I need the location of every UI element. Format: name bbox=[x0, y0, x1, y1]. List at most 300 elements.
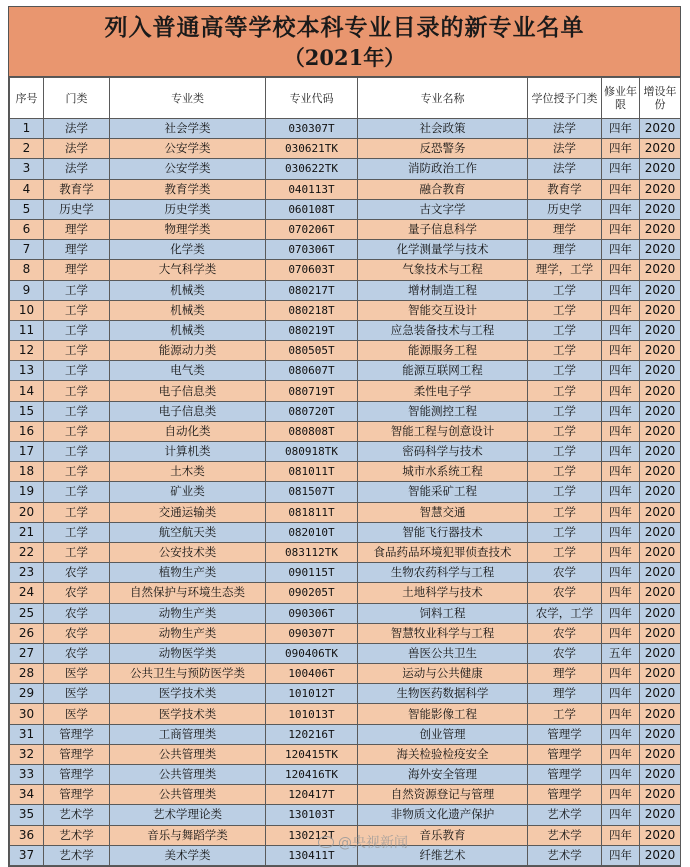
table-row bbox=[10, 623, 681, 643]
cell-class: 机械类 bbox=[110, 280, 266, 300]
cell-seq: 31 bbox=[10, 724, 44, 744]
cell-code: 130103T bbox=[266, 805, 358, 825]
cell-name: 柔性电子学 bbox=[358, 381, 528, 401]
cell-code: 080719T bbox=[266, 381, 358, 401]
cell-years: 四年 bbox=[602, 442, 640, 462]
cell-code: 040113T bbox=[266, 179, 358, 199]
cell-name: 食品药品环境犯罪侦查技术 bbox=[358, 542, 528, 562]
cell-name: 兽医公共卫生 bbox=[358, 643, 528, 663]
cell-name: 智能飞行器技术 bbox=[358, 522, 528, 542]
cell-name: 自然资源登记与管理 bbox=[358, 785, 528, 805]
cell-category: 医学 bbox=[44, 704, 110, 724]
cell-years: 四年 bbox=[602, 240, 640, 260]
cell-class: 公共卫生与预防医学类 bbox=[110, 664, 266, 684]
cell-code: 090406TK bbox=[266, 643, 358, 663]
header-degree: 学位授予门类 bbox=[528, 78, 602, 119]
cell-code: 090307T bbox=[266, 623, 358, 643]
cell-name: 运动与公共健康 bbox=[358, 664, 528, 684]
cell-class: 电气类 bbox=[110, 361, 266, 381]
cell-added: 2020 bbox=[640, 825, 681, 845]
cell-category: 医学 bbox=[44, 664, 110, 684]
cell-name: 增材制造工程 bbox=[358, 280, 528, 300]
cell-class: 公安技术类 bbox=[110, 542, 266, 562]
cell-name: 非物质文化遗产保护 bbox=[358, 805, 528, 825]
cell-category: 法学 bbox=[44, 159, 110, 179]
cell-years: 四年 bbox=[602, 260, 640, 280]
cell-seq: 32 bbox=[10, 744, 44, 764]
cell-added: 2020 bbox=[640, 744, 681, 764]
cell-name: 音乐教育 bbox=[358, 825, 528, 845]
cell-name: 海外安全管理 bbox=[358, 765, 528, 785]
cell-class: 教育学类 bbox=[110, 179, 266, 199]
cell-category: 工学 bbox=[44, 522, 110, 542]
cell-years: 四年 bbox=[602, 563, 640, 583]
cell-name: 化学测量学与技术 bbox=[358, 240, 528, 260]
cell-added: 2020 bbox=[640, 643, 681, 663]
cell-years: 四年 bbox=[602, 119, 640, 139]
cell-code: 100406T bbox=[266, 664, 358, 684]
cell-added: 2020 bbox=[640, 240, 681, 260]
cell-degree: 工学 bbox=[528, 361, 602, 381]
cell-degree: 法学 bbox=[528, 119, 602, 139]
cell-code: 120216T bbox=[266, 724, 358, 744]
header-code: 专业代码 bbox=[266, 78, 358, 119]
table-row bbox=[10, 119, 681, 139]
cell-category: 法学 bbox=[44, 119, 110, 139]
cell-name: 生物农药科学与工程 bbox=[358, 563, 528, 583]
table-row bbox=[10, 361, 681, 381]
cell-seq: 19 bbox=[10, 482, 44, 502]
table-row bbox=[10, 462, 681, 482]
cell-code: 101012T bbox=[266, 684, 358, 704]
cell-added: 2020 bbox=[640, 684, 681, 704]
cell-category: 工学 bbox=[44, 300, 110, 320]
cell-added: 2020 bbox=[640, 421, 681, 441]
cell-name: 密码科学与技术 bbox=[358, 442, 528, 462]
cell-degree: 管理学 bbox=[528, 785, 602, 805]
table-row bbox=[10, 139, 681, 159]
cell-added: 2020 bbox=[640, 401, 681, 421]
cell-name: 气象技术与工程 bbox=[358, 260, 528, 280]
cell-seq: 24 bbox=[10, 583, 44, 603]
cell-code: 080218T bbox=[266, 300, 358, 320]
cell-code: 083112TK bbox=[266, 542, 358, 562]
table-row bbox=[10, 704, 681, 724]
cell-category: 农学 bbox=[44, 603, 110, 623]
cell-seq: 37 bbox=[10, 845, 44, 865]
table-row bbox=[10, 643, 681, 663]
cell-degree: 工学 bbox=[528, 401, 602, 421]
cell-class: 公安学类 bbox=[110, 139, 266, 159]
cell-seq: 13 bbox=[10, 361, 44, 381]
cell-added: 2020 bbox=[640, 199, 681, 219]
cell-name: 量子信息科学 bbox=[358, 219, 528, 239]
cell-seq: 10 bbox=[10, 300, 44, 320]
cell-seq: 30 bbox=[10, 704, 44, 724]
cell-seq: 18 bbox=[10, 462, 44, 482]
cell-seq: 36 bbox=[10, 825, 44, 845]
watermark bbox=[318, 832, 408, 852]
cell-degree: 工学 bbox=[528, 522, 602, 542]
cell-degree: 工学 bbox=[528, 381, 602, 401]
cell-years: 四年 bbox=[602, 462, 640, 482]
cell-category: 艺术学 bbox=[44, 825, 110, 845]
cell-class: 医学技术类 bbox=[110, 704, 266, 724]
cell-degree: 工学 bbox=[528, 320, 602, 340]
cell-degree: 艺术学 bbox=[528, 805, 602, 825]
cell-years: 四年 bbox=[602, 704, 640, 724]
cell-years: 四年 bbox=[602, 765, 640, 785]
cell-name: 创业管理 bbox=[358, 724, 528, 744]
cell-name: 社会政策 bbox=[358, 119, 528, 139]
cell-seq: 29 bbox=[10, 684, 44, 704]
cell-seq: 20 bbox=[10, 502, 44, 522]
majors-table bbox=[9, 77, 681, 866]
cell-code: 130212T bbox=[266, 825, 358, 845]
table-row bbox=[10, 300, 681, 320]
title-block bbox=[9, 7, 680, 77]
cell-category: 农学 bbox=[44, 643, 110, 663]
cell-class: 动物生产类 bbox=[110, 623, 266, 643]
table-row bbox=[10, 522, 681, 542]
cell-seq: 26 bbox=[10, 623, 44, 643]
cell-years: 四年 bbox=[602, 401, 640, 421]
cell-code: 120417T bbox=[266, 785, 358, 805]
header-years: 修业年限 bbox=[602, 78, 640, 119]
cell-years: 四年 bbox=[602, 744, 640, 764]
cell-class: 工商管理类 bbox=[110, 724, 266, 744]
cell-years: 四年 bbox=[602, 825, 640, 845]
table-row bbox=[10, 159, 681, 179]
cell-code: 090115T bbox=[266, 563, 358, 583]
cell-added: 2020 bbox=[640, 219, 681, 239]
cell-category: 农学 bbox=[44, 583, 110, 603]
cell-name: 城市水系统工程 bbox=[358, 462, 528, 482]
cell-code: 120416TK bbox=[266, 765, 358, 785]
cell-years: 四年 bbox=[602, 785, 640, 805]
cell-category: 工学 bbox=[44, 502, 110, 522]
cell-degree: 工学 bbox=[528, 542, 602, 562]
cell-seq: 14 bbox=[10, 381, 44, 401]
cell-years: 四年 bbox=[602, 219, 640, 239]
cell-added: 2020 bbox=[640, 765, 681, 785]
cell-added: 2020 bbox=[640, 320, 681, 340]
table-row bbox=[10, 724, 681, 744]
cell-code: 082010T bbox=[266, 522, 358, 542]
cell-degree: 理学 bbox=[528, 240, 602, 260]
cell-category: 理学 bbox=[44, 260, 110, 280]
cell-degree: 管理学 bbox=[528, 765, 602, 785]
cell-years: 四年 bbox=[602, 542, 640, 562]
cell-class: 公安学类 bbox=[110, 159, 266, 179]
cell-added: 2020 bbox=[640, 623, 681, 643]
cell-class: 历史学类 bbox=[110, 199, 266, 219]
header-category: 门类 bbox=[44, 78, 110, 119]
cell-years: 四年 bbox=[602, 139, 640, 159]
cell-added: 2020 bbox=[640, 542, 681, 562]
cell-class: 公共管理类 bbox=[110, 744, 266, 764]
cell-category: 教育学 bbox=[44, 179, 110, 199]
cell-seq: 22 bbox=[10, 542, 44, 562]
cell-code: 080505T bbox=[266, 341, 358, 361]
cell-category: 工学 bbox=[44, 280, 110, 300]
cell-category: 理学 bbox=[44, 219, 110, 239]
cell-years: 五年 bbox=[602, 643, 640, 663]
cell-years: 四年 bbox=[602, 199, 640, 219]
cell-years: 四年 bbox=[602, 522, 640, 542]
cell-class: 公共管理类 bbox=[110, 765, 266, 785]
cell-years: 四年 bbox=[602, 361, 640, 381]
cell-name: 应急装备技术与工程 bbox=[358, 320, 528, 340]
cell-category: 管理学 bbox=[44, 765, 110, 785]
cell-added: 2020 bbox=[640, 139, 681, 159]
table-row bbox=[10, 684, 681, 704]
table-row bbox=[10, 583, 681, 603]
cell-added: 2020 bbox=[640, 462, 681, 482]
cell-category: 工学 bbox=[44, 341, 110, 361]
cell-seq: 11 bbox=[10, 320, 44, 340]
header-seq: 序号 bbox=[10, 78, 44, 119]
cell-degree: 理学，工学 bbox=[528, 260, 602, 280]
cell-category: 工学 bbox=[44, 381, 110, 401]
cell-seq: 33 bbox=[10, 765, 44, 785]
cell-name: 纤维艺术 bbox=[358, 845, 528, 865]
cell-name: 生物医药数据科学 bbox=[358, 684, 528, 704]
cell-code: 030622TK bbox=[266, 159, 358, 179]
cell-years: 四年 bbox=[602, 805, 640, 825]
cell-degree: 理学 bbox=[528, 664, 602, 684]
cell-added: 2020 bbox=[640, 260, 681, 280]
cell-name: 消防政治工作 bbox=[358, 159, 528, 179]
cell-added: 2020 bbox=[640, 381, 681, 401]
cell-category: 工学 bbox=[44, 320, 110, 340]
cell-category: 农学 bbox=[44, 563, 110, 583]
table-row bbox=[10, 240, 681, 260]
cell-years: 四年 bbox=[602, 421, 640, 441]
cell-added: 2020 bbox=[640, 845, 681, 865]
table-row bbox=[10, 785, 681, 805]
table-row bbox=[10, 482, 681, 502]
cell-degree: 农学 bbox=[528, 643, 602, 663]
cell-degree: 艺术学 bbox=[528, 825, 602, 845]
page-title: 列入普通高等学校本科专业目录的新专业名单 bbox=[104, 14, 585, 41]
major-list-sheet bbox=[8, 6, 681, 867]
cell-degree: 工学 bbox=[528, 300, 602, 320]
cell-added: 2020 bbox=[640, 563, 681, 583]
cell-years: 四年 bbox=[602, 320, 640, 340]
table-row bbox=[10, 341, 681, 361]
cell-name: 海关检验检疫安全 bbox=[358, 744, 528, 764]
table-row bbox=[10, 179, 681, 199]
cell-class: 计算机类 bbox=[110, 442, 266, 462]
cell-degree: 农学，工学 bbox=[528, 603, 602, 623]
cell-degree: 历史学 bbox=[528, 199, 602, 219]
cell-added: 2020 bbox=[640, 300, 681, 320]
cell-name: 智能工程与创意设计 bbox=[358, 421, 528, 441]
cell-code: 080720T bbox=[266, 401, 358, 421]
cell-category: 管理学 bbox=[44, 724, 110, 744]
cell-added: 2020 bbox=[640, 502, 681, 522]
cell-class: 美术学类 bbox=[110, 845, 266, 865]
cell-seq: 9 bbox=[10, 280, 44, 300]
table-row bbox=[10, 219, 681, 239]
cell-code: 081507T bbox=[266, 482, 358, 502]
cell-degree: 理学 bbox=[528, 219, 602, 239]
cell-category: 管理学 bbox=[44, 785, 110, 805]
cell-added: 2020 bbox=[640, 482, 681, 502]
table-row bbox=[10, 199, 681, 219]
cell-name: 饲料工程 bbox=[358, 603, 528, 623]
cell-category: 艺术学 bbox=[44, 845, 110, 865]
cell-class: 物理学类 bbox=[110, 219, 266, 239]
cell-class: 医学技术类 bbox=[110, 684, 266, 704]
cell-code: 080918TK bbox=[266, 442, 358, 462]
cell-category: 医学 bbox=[44, 684, 110, 704]
cell-code: 120415TK bbox=[266, 744, 358, 764]
cell-added: 2020 bbox=[640, 341, 681, 361]
cell-name: 智慧交通 bbox=[358, 502, 528, 522]
cell-seq: 1 bbox=[10, 119, 44, 139]
table-row bbox=[10, 805, 681, 825]
cell-seq: 27 bbox=[10, 643, 44, 663]
cell-seq: 28 bbox=[10, 664, 44, 684]
cell-added: 2020 bbox=[640, 704, 681, 724]
cell-degree: 艺术学 bbox=[528, 845, 602, 865]
cell-years: 四年 bbox=[602, 179, 640, 199]
cell-class: 公共管理类 bbox=[110, 785, 266, 805]
cell-years: 四年 bbox=[602, 381, 640, 401]
cell-category: 艺术学 bbox=[44, 805, 110, 825]
cell-added: 2020 bbox=[640, 522, 681, 542]
header-added: 增设年份 bbox=[640, 78, 681, 119]
cell-years: 四年 bbox=[602, 664, 640, 684]
cell-code: 080217T bbox=[266, 280, 358, 300]
cell-seq: 21 bbox=[10, 522, 44, 542]
cell-degree: 管理学 bbox=[528, 724, 602, 744]
cell-seq: 34 bbox=[10, 785, 44, 805]
cell-degree: 工学 bbox=[528, 462, 602, 482]
table-row bbox=[10, 664, 681, 684]
cell-degree: 农学 bbox=[528, 563, 602, 583]
cell-seq: 2 bbox=[10, 139, 44, 159]
page-subtitle: （2021年） bbox=[283, 45, 406, 70]
cell-degree: 管理学 bbox=[528, 744, 602, 764]
header-name: 专业名称 bbox=[358, 78, 528, 119]
cell-code: 080607T bbox=[266, 361, 358, 381]
cell-seq: 16 bbox=[10, 421, 44, 441]
table-row bbox=[10, 320, 681, 340]
cell-code: 101013T bbox=[266, 704, 358, 724]
cell-degree: 工学 bbox=[528, 502, 602, 522]
cell-degree: 法学 bbox=[528, 139, 602, 159]
cell-degree: 教育学 bbox=[528, 179, 602, 199]
cell-category: 工学 bbox=[44, 482, 110, 502]
cell-class: 电子信息类 bbox=[110, 381, 266, 401]
cell-class: 动物医学类 bbox=[110, 643, 266, 663]
cell-years: 四年 bbox=[602, 341, 640, 361]
cell-category: 农学 bbox=[44, 623, 110, 643]
cell-added: 2020 bbox=[640, 664, 681, 684]
cell-seq: 17 bbox=[10, 442, 44, 462]
cell-years: 四年 bbox=[602, 724, 640, 744]
cell-added: 2020 bbox=[640, 179, 681, 199]
cell-category: 工学 bbox=[44, 542, 110, 562]
cell-code: 081011T bbox=[266, 462, 358, 482]
cell-code: 090306T bbox=[266, 603, 358, 623]
table-row bbox=[10, 260, 681, 280]
table-row bbox=[10, 563, 681, 583]
cell-code: 090205T bbox=[266, 583, 358, 603]
table-row bbox=[10, 744, 681, 764]
cell-class: 艺术学理论类 bbox=[110, 805, 266, 825]
cell-seq: 35 bbox=[10, 805, 44, 825]
cell-category: 工学 bbox=[44, 421, 110, 441]
cell-name: 智能影像工程 bbox=[358, 704, 528, 724]
cell-seq: 6 bbox=[10, 219, 44, 239]
cell-code: 030307T bbox=[266, 119, 358, 139]
cell-category: 工学 bbox=[44, 361, 110, 381]
table-row bbox=[10, 765, 681, 785]
cell-class: 土木类 bbox=[110, 462, 266, 482]
weibo-logo-icon bbox=[318, 836, 334, 848]
table-row bbox=[10, 381, 681, 401]
cell-class: 动物生产类 bbox=[110, 603, 266, 623]
cell-years: 四年 bbox=[602, 300, 640, 320]
cell-class: 矿业类 bbox=[110, 482, 266, 502]
cell-years: 四年 bbox=[602, 845, 640, 865]
cell-category: 管理学 bbox=[44, 744, 110, 764]
cell-name: 智能测控工程 bbox=[358, 401, 528, 421]
cell-class: 机械类 bbox=[110, 320, 266, 340]
cell-added: 2020 bbox=[640, 119, 681, 139]
cell-seq: 12 bbox=[10, 341, 44, 361]
cell-name: 土地科学与技术 bbox=[358, 583, 528, 603]
cell-name: 智能采矿工程 bbox=[358, 482, 528, 502]
cell-degree: 工学 bbox=[528, 421, 602, 441]
cell-class: 电子信息类 bbox=[110, 401, 266, 421]
cell-years: 四年 bbox=[602, 603, 640, 623]
cell-class: 能源动力类 bbox=[110, 341, 266, 361]
cell-years: 四年 bbox=[602, 502, 640, 522]
cell-class: 社会学类 bbox=[110, 119, 266, 139]
table-row bbox=[10, 401, 681, 421]
cell-category: 工学 bbox=[44, 442, 110, 462]
cell-years: 四年 bbox=[602, 280, 640, 300]
cell-added: 2020 bbox=[640, 280, 681, 300]
cell-code: 030621TK bbox=[266, 139, 358, 159]
cell-seq: 23 bbox=[10, 563, 44, 583]
cell-category: 理学 bbox=[44, 240, 110, 260]
cell-years: 四年 bbox=[602, 159, 640, 179]
cell-name: 能源互联网工程 bbox=[358, 361, 528, 381]
cell-seq: 25 bbox=[10, 603, 44, 623]
cell-name: 智能交互设计 bbox=[358, 300, 528, 320]
table-row bbox=[10, 442, 681, 462]
cell-years: 四年 bbox=[602, 482, 640, 502]
cell-class: 自然保护与环境生态类 bbox=[110, 583, 266, 603]
table-row bbox=[10, 603, 681, 623]
table-row bbox=[10, 421, 681, 441]
cell-years: 四年 bbox=[602, 583, 640, 603]
cell-name: 古文字学 bbox=[358, 199, 528, 219]
cell-code: 080219T bbox=[266, 320, 358, 340]
cell-name: 反恐警务 bbox=[358, 139, 528, 159]
cell-code: 080808T bbox=[266, 421, 358, 441]
cell-code: 060108T bbox=[266, 199, 358, 219]
cell-seq: 7 bbox=[10, 240, 44, 260]
cell-years: 四年 bbox=[602, 684, 640, 704]
table-body bbox=[10, 119, 681, 866]
